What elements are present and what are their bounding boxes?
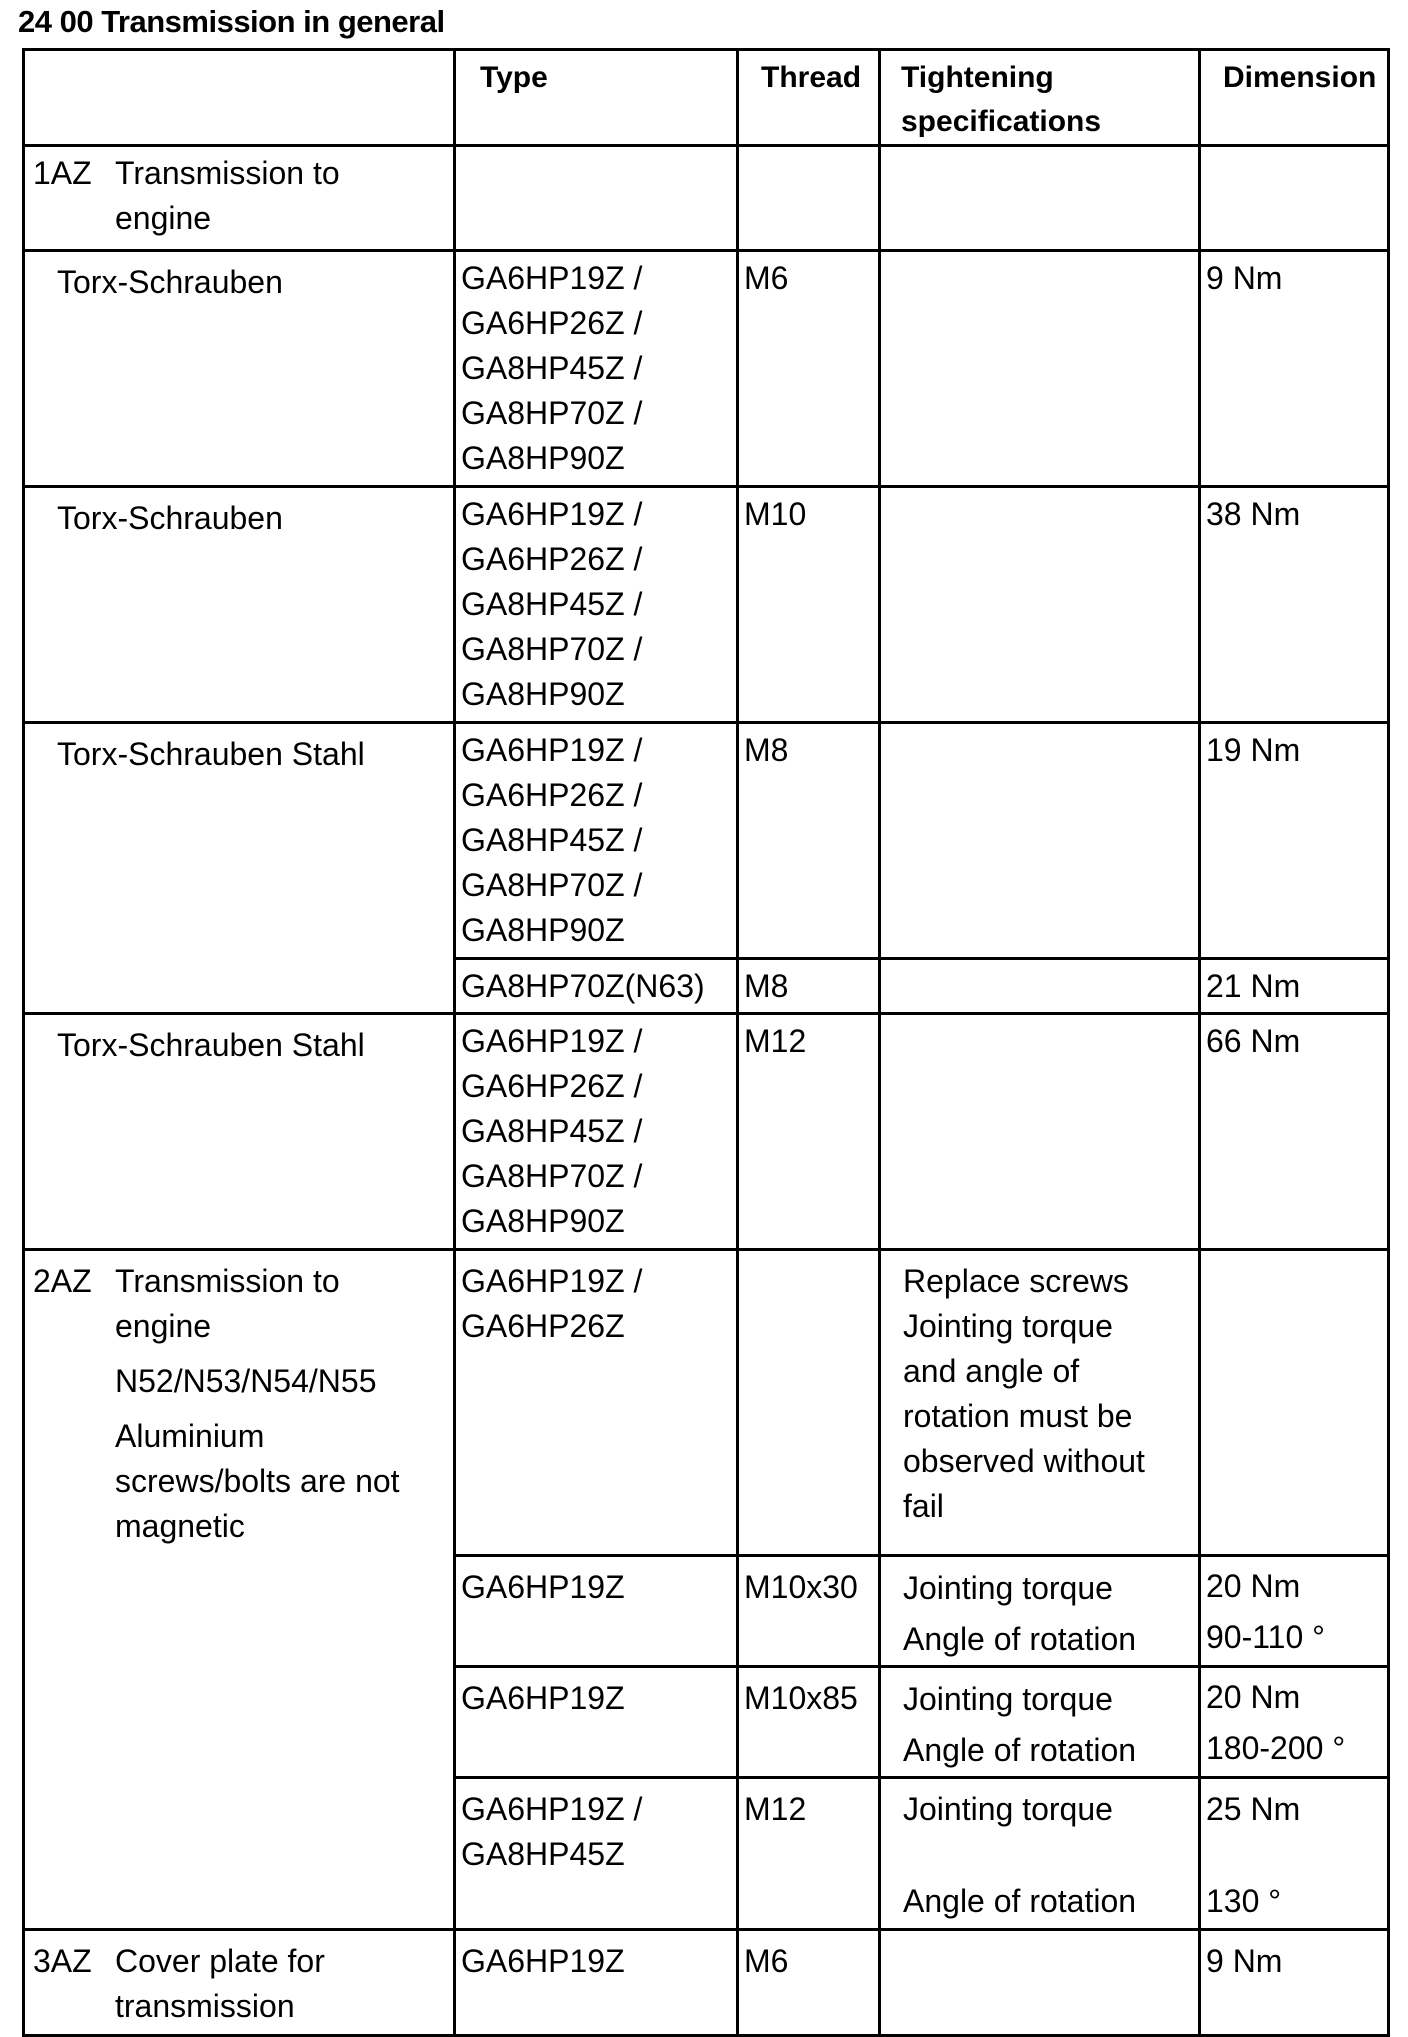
type-line: GA6HP19Z: [461, 1569, 625, 1605]
spec-line: Angle of rotation: [903, 1732, 1137, 1768]
header-thread-label: Thread: [761, 61, 862, 94]
dimension-value: 90-110 °: [1206, 1619, 1325, 1655]
table-row: [24, 1250, 1389, 1556]
header-blank-cell: [24, 50, 455, 146]
dimension-cell: [1200, 1250, 1389, 1556]
type-line: GA6HP26Z: [461, 1308, 625, 1344]
thread-value: [739, 1251, 878, 1255]
dimension-value: 25 Nm: [1206, 1791, 1301, 1827]
header-tightening: [880, 50, 1200, 146]
empty-cell: [738, 146, 880, 251]
header-type-label: Type: [480, 61, 548, 94]
thread-value: M8: [744, 732, 789, 768]
section-code: 1AZ: [33, 155, 92, 191]
section-3az-row: [24, 1930, 1389, 2036]
dimension-cell: [1200, 251, 1389, 487]
dimension-value: 9 Nm: [1206, 260, 1283, 296]
section-2az-label-cell: [24, 1250, 455, 1930]
item-cell: [24, 487, 455, 723]
type-line: GA8HP90Z: [461, 676, 625, 712]
item-label: Torx-Schrauben Stahl: [57, 736, 365, 772]
header-dimension: [1200, 50, 1389, 146]
thread-cell: [738, 1014, 880, 1250]
table-row: [24, 251, 1389, 487]
dimension-value: 20 Nm: [1206, 1679, 1301, 1715]
thread-cell: [738, 1556, 880, 1667]
section-desc-line: engine: [115, 1308, 212, 1344]
header-row: [24, 50, 1389, 146]
section-desc-line: Transmission to: [115, 1263, 340, 1299]
engine-list: N52/N53/N54/N55: [115, 1363, 377, 1399]
spec-line: Jointing torque: [903, 1308, 1113, 1344]
section-desc-line: transmission: [115, 1988, 295, 2024]
type-line: GA6HP19Z /: [461, 496, 643, 532]
table-row: [24, 723, 1389, 959]
thread-value: M6: [744, 1943, 789, 1979]
spec-cell: [880, 1667, 1200, 1778]
spec-cell: [880, 1014, 1200, 1250]
type-line: GA6HP26Z /: [461, 541, 643, 577]
type-line: GA8HP45Z /: [461, 1113, 643, 1149]
torque-spec-table: [22, 48, 1390, 2037]
thread-value: M12: [744, 1791, 807, 1827]
thread-value: M10x85: [744, 1680, 858, 1716]
section-desc-line: Cover plate for: [115, 1943, 325, 1979]
type-cell: [455, 959, 738, 1014]
type-line: GA8HP70Z /: [461, 1158, 643, 1194]
thread-cell: [738, 1778, 880, 1930]
dimension-value: 180-200 °: [1206, 1730, 1346, 1766]
spec-line: observed without: [903, 1443, 1145, 1479]
type-cell: [455, 1250, 738, 1556]
dimension-cell: [1200, 723, 1389, 959]
spec-cell: [880, 1250, 1200, 1556]
dimension-value: 19 Nm: [1206, 732, 1301, 768]
spec-cell: [880, 251, 1200, 487]
section-1az-label-cell: [24, 146, 455, 251]
type-line: GA6HP19Z /: [461, 260, 643, 296]
section-code: 2AZ: [33, 1263, 92, 1299]
type-line: GA6HP19Z: [461, 1943, 625, 1979]
type-line: GA6HP19Z /: [461, 1791, 643, 1827]
type-line: GA6HP19Z /: [461, 1023, 643, 1059]
item-cell: [24, 1014, 455, 1250]
type-cell: [455, 1667, 738, 1778]
type-line: GA8HP90Z: [461, 1203, 625, 1239]
spec-cell: [880, 1930, 1200, 2036]
empty-cell: [880, 146, 1200, 251]
section-3az-label-cell: [24, 1930, 455, 2036]
type-line: GA6HP26Z /: [461, 1068, 643, 1104]
dimension-value: 66 Nm: [1206, 1023, 1301, 1059]
dimension-value: 38 Nm: [1206, 496, 1301, 532]
type-line: GA8HP70Z /: [461, 867, 643, 903]
dimension-value: 9 Nm: [1206, 1943, 1283, 1979]
header-thread: [738, 50, 880, 146]
header-dimension-label: Dimension: [1223, 61, 1377, 94]
table-row: [24, 1014, 1389, 1250]
type-cell: [455, 723, 738, 959]
type-cell: [455, 1556, 738, 1667]
dimension-cell: [1200, 1930, 1389, 2036]
spec-line: Angle of rotation: [903, 1621, 1137, 1657]
thread-value: M10x30: [744, 1569, 858, 1605]
spec-cell: [880, 1556, 1200, 1667]
page-title: 24 00 Transmission in general: [18, 4, 445, 39]
note-line: screws/bolts are not: [115, 1463, 400, 1499]
spec-line: Jointing torque: [903, 1681, 1113, 1717]
dimension-cell: [1200, 1014, 1389, 1250]
type-line: GA6HP26Z /: [461, 305, 643, 341]
section-desc-line: Transmission to: [115, 155, 340, 191]
table-row: [24, 487, 1389, 723]
thread-cell: [738, 251, 880, 487]
thread-value: M6: [744, 260, 789, 296]
empty-cell: [455, 146, 738, 251]
type-line: GA8HP70Z /: [461, 395, 643, 431]
type-line: GA8HP90Z: [461, 440, 625, 476]
type-line: GA8HP45Z /: [461, 350, 643, 386]
type-line: GA8HP70Z(N63): [461, 968, 705, 1004]
spec-cell: [880, 959, 1200, 1014]
spec-line: rotation must be: [903, 1398, 1133, 1434]
item-label: Torx-Schrauben: [57, 264, 283, 300]
spec-line: Replace screws: [903, 1263, 1129, 1299]
spec-line: fail: [903, 1488, 944, 1524]
type-line: GA8HP45Z /: [461, 822, 643, 858]
type-cell: [455, 1014, 738, 1250]
spec-cell: [880, 723, 1200, 959]
dimension-value: 20 Nm: [1206, 1568, 1301, 1604]
item-cell: [24, 251, 455, 487]
section-1az-heading-row: [24, 146, 1389, 251]
section-code: 3AZ: [33, 1943, 92, 1979]
note-line: Aluminium: [115, 1418, 265, 1454]
type-line: GA6HP19Z /: [461, 732, 643, 768]
thread-cell: [738, 1667, 880, 1778]
dimension-value: 130 °: [1206, 1883, 1282, 1919]
spec-cell: [880, 1778, 1200, 1930]
dimension-cell: [1200, 1667, 1389, 1778]
dimension-cell: [1200, 1556, 1389, 1667]
thread-cell: [738, 723, 880, 959]
dimension-cell: [1200, 959, 1389, 1014]
spec-line: Jointing torque: [903, 1570, 1113, 1606]
item-cell: [24, 723, 455, 1014]
spec-line: Angle of rotation: [903, 1883, 1137, 1919]
spec-cell: [880, 487, 1200, 723]
dimension-value: 21 Nm: [1206, 968, 1301, 1004]
type-line: GA6HP19Z /: [461, 1263, 643, 1299]
type-cell: [455, 1930, 738, 2036]
type-cell: [455, 1778, 738, 1930]
dimension-cell: [1200, 1778, 1389, 1930]
thread-value: M10: [744, 496, 807, 532]
spec-line: Jointing torque: [903, 1791, 1113, 1827]
item-label: Torx-Schrauben Stahl: [57, 1027, 365, 1063]
thread-cell: [738, 487, 880, 723]
thread-cell: [738, 1930, 880, 2036]
type-line: GA8HP45Z /: [461, 586, 643, 622]
note-line: magnetic: [115, 1508, 245, 1544]
type-cell: [455, 251, 738, 487]
thread-value: M12: [744, 1023, 807, 1059]
item-label: Torx-Schrauben: [57, 500, 283, 536]
section-desc-line: engine: [115, 200, 212, 236]
header-tightening-line1: Tightening: [901, 61, 1054, 94]
thread-cell: [738, 959, 880, 1014]
spec-line: and angle of: [903, 1353, 1080, 1389]
type-line: GA8HP70Z /: [461, 631, 643, 667]
header-tightening-line2: specifications: [901, 105, 1102, 138]
type-line: GA6HP19Z: [461, 1680, 625, 1716]
type-cell: [455, 487, 738, 723]
thread-value: M8: [744, 968, 789, 1004]
thread-cell: [738, 1250, 880, 1556]
header-type: [455, 50, 738, 146]
type-line: GA6HP26Z /: [461, 777, 643, 813]
dimension-cell: [1200, 487, 1389, 723]
type-line: GA8HP45Z: [461, 1836, 625, 1872]
type-line: GA8HP90Z: [461, 912, 625, 948]
empty-cell: [1200, 146, 1389, 251]
